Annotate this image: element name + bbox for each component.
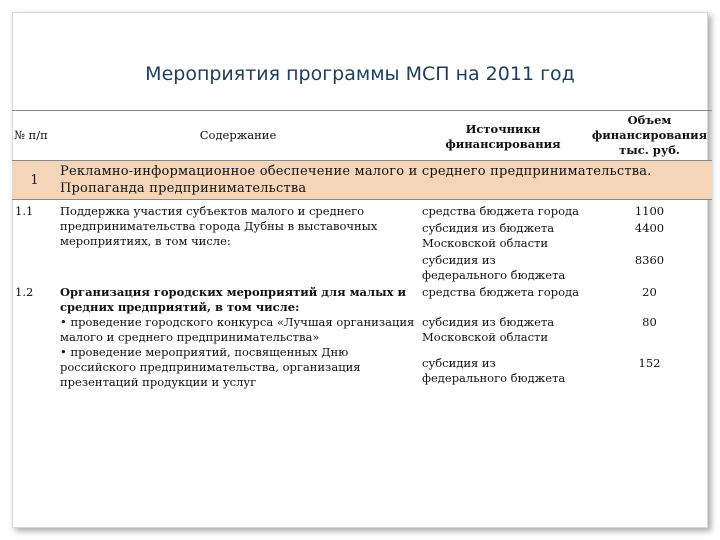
row-amount: 1100 — [634, 204, 665, 218]
page-title: Мероприятия программы МСП на 2011 год — [145, 63, 575, 85]
row-content-item: • проведение городского конкурса «Лучшая организация малого и среднего предпринимательства» — [60, 315, 415, 344]
section-title — [57, 161, 712, 200]
row-content-item: • проведение мероприятий, посвященных Дню российского предпринимательства, организация презентаций продукции и услуг — [60, 345, 361, 389]
row-content: Поддержка участия субъектов малого и среднего предпринимательства города Дубны в выставочных мероприятиях, в том числе: — [60, 204, 378, 248]
table-row — [12, 200, 712, 221]
row-amount: 8360 — [634, 253, 665, 267]
row-amount: 20 — [642, 285, 657, 299]
row-source: субсидия из федерального бюджета — [422, 356, 566, 386]
table-header-row — [12, 111, 712, 161]
row-amount: 152 — [638, 356, 661, 371]
table-row — [12, 284, 712, 303]
header-sources: Источники финансирования — [419, 111, 587, 161]
row-num: 1.1 — [15, 204, 34, 218]
section-title-line1: Рекламно-информационное обеспечение малого и среднего предпринимательства. — [60, 164, 652, 179]
row-source: средства бюджета города — [422, 285, 579, 299]
row-content — [57, 284, 419, 391]
section-row — [12, 161, 712, 200]
section-title-line2: Пропаганда предпринимательства — [60, 181, 307, 196]
row-num: 1.2 — [15, 285, 34, 299]
row-content-heading: Организация городских мероприятий для малых и средних предприятий, в том числе: — [60, 285, 407, 314]
row-source: субсидия из бюджета Московской области — [422, 314, 555, 344]
section-num: 1 — [12, 161, 57, 200]
row-amount: 80 — [642, 314, 657, 329]
row-source: средства бюджета города — [422, 204, 579, 218]
header-num: № п/п — [12, 111, 57, 161]
header-content: Содержание — [57, 111, 419, 161]
row-source: субсидия из бюджета Московской области — [422, 221, 555, 250]
header-amount: Объем финансирования тыс. руб. — [587, 111, 712, 161]
program-table — [12, 110, 712, 391]
row-source: субсидия из федерального бюджета — [422, 253, 566, 282]
row-amount: 4400 — [634, 221, 665, 235]
